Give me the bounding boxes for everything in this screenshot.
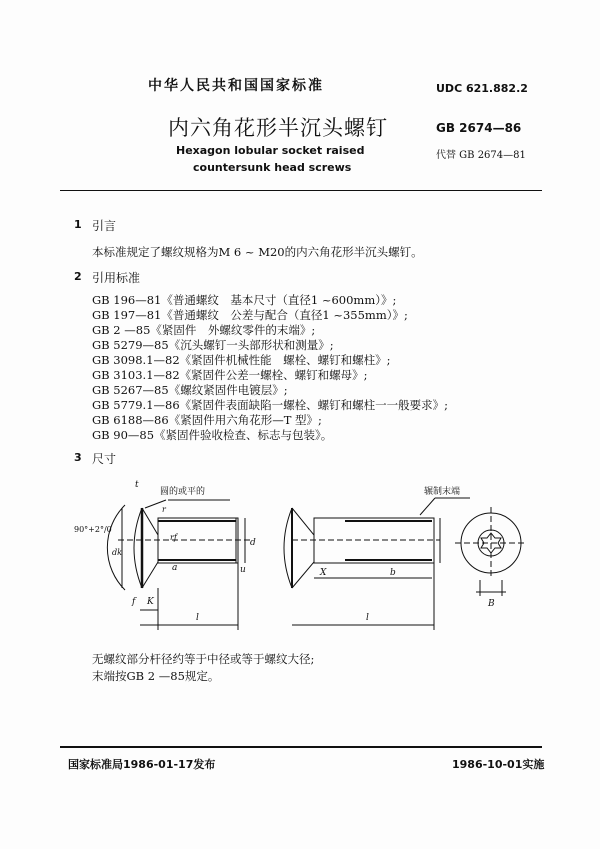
- dim-f: f: [132, 597, 136, 607]
- section-1-body: 本标准规定了螺纹规格为M 6 ~ M20的内六角花形半沉头螺钉。: [92, 245, 423, 259]
- reference-item: GB 5779.1—86《紧固件表面缺陷一螺栓、螺钉和螺柱一一般要求》;: [92, 398, 449, 412]
- footer-divider: [60, 746, 542, 748]
- reference-item: GB 5279—85《沉头螺钉一头部形状和测量》;: [92, 338, 334, 352]
- reference-item: GB 197—81《普通螺纹 公差与配合（直径1 ~355mm）》;: [92, 308, 408, 322]
- screw-rolled-view: [284, 498, 470, 630]
- org-name: 中华人民共和国国家标准: [148, 78, 324, 94]
- english-title-line1: Hexagon lobular socket raised: [176, 144, 365, 157]
- dim-l2: l: [366, 613, 369, 623]
- section-2-number: 2: [74, 270, 82, 283]
- replaces-note: 代替 GB 2674—81: [436, 150, 526, 161]
- english-title-line2: countersunk head screws: [193, 161, 352, 174]
- section-1-title: 引言: [92, 219, 117, 233]
- label-rolled-end: 辗制末端: [424, 487, 461, 497]
- reference-item: GB 2 —85《紧固件 外螺纹零件的末端》;: [92, 323, 316, 337]
- reference-item: GB 3103.1—82《紧固件公差一螺栓、螺钉和螺母》;: [92, 368, 368, 382]
- dim-B: B: [488, 599, 495, 609]
- dim-dk: dk: [112, 548, 122, 557]
- dim-X: X: [320, 568, 327, 578]
- udc-number: UDC 621.882.2: [436, 82, 528, 95]
- note-end: 末端按GB 2 —85规定。: [92, 669, 220, 683]
- dim-d: d: [250, 538, 256, 548]
- section-1-number: 1: [74, 218, 82, 231]
- standard-number: GB 2674—86: [436, 121, 522, 135]
- dim-rf: rf: [170, 533, 177, 542]
- dim-u: u: [240, 565, 246, 575]
- header-divider: [60, 190, 542, 191]
- label-round-or-flat: 圆的或平的: [160, 487, 206, 497]
- dim-r: r: [162, 505, 166, 514]
- effective-date: 1986-10-01实施: [452, 758, 545, 771]
- section-2-title: 引用标准: [92, 271, 141, 285]
- dim-a: a: [172, 563, 178, 573]
- reference-item: GB 6188—86《紧固件用六角花形—T 型》;: [92, 413, 322, 427]
- section-3-title: 尺寸: [92, 452, 117, 466]
- reference-item: GB 90—85《紧固件验收检查、标志与包装》。: [92, 428, 333, 442]
- dim-l: l: [196, 613, 199, 623]
- dim-K: K: [147, 597, 154, 607]
- reference-item: GB 5267—85《螺纹紧固件电镀层》;: [92, 383, 288, 397]
- issued-date: 国家标准局1986-01-17发布: [68, 758, 216, 771]
- dim-angle: 90°+2°/0: [74, 525, 112, 534]
- screw-side-view: [107, 500, 250, 630]
- hexalobular-socket-end-view: [455, 507, 527, 596]
- reference-item: GB 3098.1—82《紧固件机械性能 螺栓、螺钉和螺柱》;: [92, 353, 391, 367]
- page-title: 内六角花形半沉头螺钉: [168, 116, 388, 140]
- note-shank: 无螺纹部分杆径约等于中径或等于螺纹大径;: [92, 652, 315, 666]
- screw-drawing: [0, 475, 600, 640]
- section-3-number: 3: [74, 451, 82, 464]
- reference-item: GB 196—81《普通螺纹 基本尺寸（直径1 ~600mm）》;: [92, 293, 397, 307]
- dim-b: b: [390, 568, 396, 578]
- dim-t: t: [135, 480, 139, 490]
